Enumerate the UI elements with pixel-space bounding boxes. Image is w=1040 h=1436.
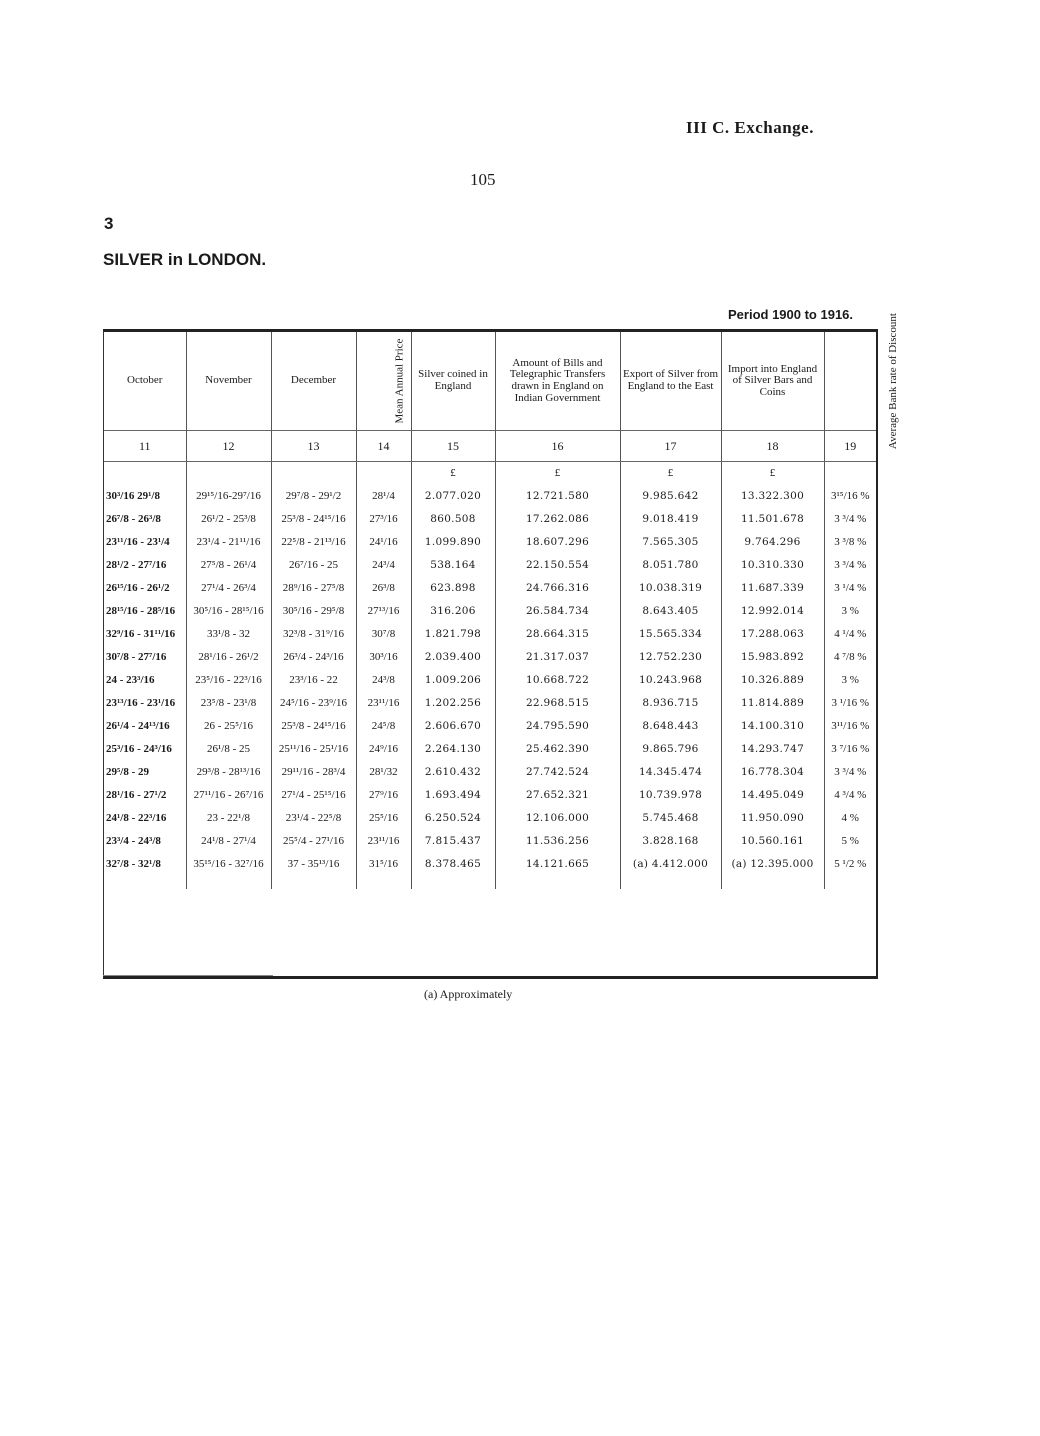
table-cell: 29³/8 - 28¹³/16 xyxy=(186,760,271,783)
table-cell: 24¹/8 - 22³/16 xyxy=(106,811,167,824)
table-cell: 10.243.968 xyxy=(620,668,721,691)
column-number: 11 xyxy=(104,431,186,462)
table-cell: 3.828.168 xyxy=(620,829,721,852)
table-cell: 28¹/16 - 27¹/2 xyxy=(106,788,167,801)
table-cell: 26.584.734 xyxy=(495,599,620,622)
table-row xyxy=(104,484,876,507)
table-cell: 3 ³/4 % xyxy=(824,553,876,576)
table-cell: 28¹/16 - 26¹/2 xyxy=(186,645,271,668)
table-cell: 10.038.319 xyxy=(620,576,721,599)
column-number: 19 xyxy=(824,431,876,462)
table-number: 3 xyxy=(104,214,114,233)
table-cell: 25⁵/4 - 27¹/16 xyxy=(271,829,356,852)
table-cell: 29⁵/8 - 29 xyxy=(106,765,150,778)
table-cell: 23¹¹/16 - 23¹/4 xyxy=(106,535,170,548)
column-number-row xyxy=(104,431,876,462)
table-cell: 25³/16 - 24³/16 xyxy=(106,742,172,755)
table-cell: 24⁹/16 xyxy=(356,737,411,760)
table-cell: 1.821.798 xyxy=(411,622,495,645)
table-row xyxy=(104,806,876,829)
table-cell: 23¹/4 - 22⁵/8 xyxy=(271,806,356,829)
table-cell: 11.536.256 xyxy=(495,829,620,852)
table-cell: 23¹³/16 - 23¹/16 xyxy=(106,696,176,709)
table-cell: 9.018.419 xyxy=(620,507,721,530)
table-cell: 9.764.296 xyxy=(721,530,824,553)
table-cell: 4 % xyxy=(824,806,876,829)
table-cell: 14.121.665 xyxy=(495,852,620,875)
table-row xyxy=(104,622,876,645)
table-cell: 29⁷/8 - 29¹/2 xyxy=(271,484,356,507)
table-cell: 5 % xyxy=(824,829,876,852)
table-cell: 6.250.524 xyxy=(411,806,495,829)
table-cell: 8.643.405 xyxy=(620,599,721,622)
table-cell: 11.501.678 xyxy=(721,507,824,530)
table-cell: 26³/8 xyxy=(356,576,411,599)
table-cell: 24¹/8 - 27¹/4 xyxy=(186,829,271,852)
table-cell: 3 ³/4 % xyxy=(824,507,876,530)
table-cell: 16.778.304 xyxy=(721,760,824,783)
table-cell: 14.100.310 xyxy=(721,714,824,737)
header-mean-price xyxy=(356,332,411,431)
table-cell: 9.865.796 xyxy=(620,737,721,760)
table-cell: 23³/4 - 24³/8 xyxy=(106,834,161,847)
table-cell: 26³/4 - 24³/16 xyxy=(271,645,356,668)
table-row xyxy=(104,507,876,530)
table-cell: 30³/16 xyxy=(356,645,411,668)
table-cell: 26¹/4 - 24¹³/16 xyxy=(106,719,170,732)
table-cell: 14.495.049 xyxy=(721,783,824,806)
column-number: 18 xyxy=(721,431,824,462)
table-cell: 18.607.296 xyxy=(495,530,620,553)
table-cell: 10.739.978 xyxy=(620,783,721,806)
table-cell: 32³/8 - 31⁹/16 xyxy=(271,622,356,645)
table-cell: 860.508 xyxy=(411,507,495,530)
table-body xyxy=(104,431,876,890)
column-number: 12 xyxy=(186,431,271,462)
table-cell: 27.652.321 xyxy=(495,783,620,806)
table-cell: 27⁹/16 xyxy=(356,783,411,806)
spacer-cell xyxy=(104,875,186,889)
table-cell: 7.815.437 xyxy=(411,829,495,852)
table-cell: 1.693.494 xyxy=(411,783,495,806)
header-export-silver: Export of Silver from England to the East xyxy=(620,332,721,431)
column-number: 13 xyxy=(271,431,356,462)
table-cell: 12.752.230 xyxy=(620,645,721,668)
table-cell: 27¹/4 - 25¹⁵/16 xyxy=(271,783,356,806)
table-cell: 28⁹/16 - 27⁵/8 xyxy=(271,576,356,599)
table-cell: 10.310.330 xyxy=(721,553,824,576)
table-cell: 25¹¹/16 - 25¹/16 xyxy=(271,737,356,760)
table-cell: 3 % xyxy=(824,668,876,691)
table-cell: 22.150.554 xyxy=(495,553,620,576)
unit-cell: £ xyxy=(495,462,620,485)
table-cell: 23¹¹/16 xyxy=(356,691,411,714)
unit-row xyxy=(104,462,876,485)
header-mean-price-text: Mean Annual Price xyxy=(392,338,405,424)
spacer-cell xyxy=(186,875,271,889)
table-cell: 27³/16 xyxy=(356,507,411,530)
table-row xyxy=(104,668,876,691)
table-cell: 3 ¹/4 % xyxy=(824,576,876,599)
table-cell: 1.009.206 xyxy=(411,668,495,691)
table-cell: 23⁵/8 - 23¹/8 xyxy=(186,691,271,714)
table-cell: 17.288.063 xyxy=(721,622,824,645)
table-spacer-row xyxy=(104,875,876,889)
table-row xyxy=(104,852,876,875)
table-cell: 24⁵/16 - 23⁹/16 xyxy=(271,691,356,714)
table-cell: 24¹/16 xyxy=(356,530,411,553)
table-cell: 14.293.747 xyxy=(721,737,824,760)
table-cell: 25⁵/16 xyxy=(356,806,411,829)
period-label: Period 1900 to 1916. xyxy=(728,307,854,322)
table-cell: 8.051.780 xyxy=(620,553,721,576)
spacer-cell xyxy=(271,875,356,889)
table-cell: 27⁵/8 - 26¹/4 xyxy=(186,553,271,576)
table-cell: 3¹¹/16 % xyxy=(824,714,876,737)
table-cell: 28.664.315 xyxy=(495,622,620,645)
table-cell: 316.206 xyxy=(411,599,495,622)
table-cell: 2.610.432 xyxy=(411,760,495,783)
table-cell: 24⁵/8 xyxy=(356,714,411,737)
table-cell: 30⁷/8 xyxy=(356,622,411,645)
table-cell: 37 - 35¹³/16 xyxy=(271,852,356,875)
table-cell: 8.648.443 xyxy=(620,714,721,737)
unit-cell xyxy=(824,462,876,485)
table-cell: 26⁷/16 - 25 xyxy=(271,553,356,576)
header-october: October xyxy=(127,374,163,387)
table-cell: 15.983.892 xyxy=(721,645,824,668)
table-cell: 24³/8 xyxy=(356,668,411,691)
table-cell: 12.992.014 xyxy=(721,599,824,622)
table-cell: 26¹/2 - 25³/8 xyxy=(186,507,271,530)
table-cell: 21.317.037 xyxy=(495,645,620,668)
table-cell: 25.462.390 xyxy=(495,737,620,760)
unit-cell: £ xyxy=(721,462,824,485)
table-cell: 11.814.889 xyxy=(721,691,824,714)
spacer-cell xyxy=(824,875,876,889)
table-cell: 13.322.300 xyxy=(721,484,824,507)
table-cell: 28¹/32 xyxy=(356,760,411,783)
table-cell: 25³/8 - 24¹⁵/16 xyxy=(271,714,356,737)
unit-cell: £ xyxy=(411,462,495,485)
column-number: 16 xyxy=(495,431,620,462)
table-cell: 24 - 23³/16 xyxy=(106,673,155,686)
table-cell: 31⁵/16 xyxy=(356,852,411,875)
table-cell: 23 - 22¹/8 xyxy=(186,806,271,829)
table-cell: 9.985.642 xyxy=(620,484,721,507)
footnote-divider xyxy=(103,975,273,976)
table-cell: 10.326.889 xyxy=(721,668,824,691)
table-cell: 26⁷/8 - 26³/8 xyxy=(106,512,161,525)
column-number: 14 xyxy=(356,431,411,462)
table-cell: 33¹/8 - 32 xyxy=(186,622,271,645)
table-row xyxy=(104,829,876,852)
table-cell: 5 ¹/2 % xyxy=(824,852,876,875)
section-label: III C. Exchange. xyxy=(686,118,814,137)
table-row xyxy=(104,760,876,783)
table-cell: 14.345.474 xyxy=(620,760,721,783)
table-cell: 4 ¹/4 % xyxy=(824,622,876,645)
table-cell: 3¹⁵/16 % xyxy=(824,484,876,507)
table-cell: 24.795.590 xyxy=(495,714,620,737)
table-cell: 28¹/4 xyxy=(356,484,411,507)
table-cell: 27¹/4 - 26³/4 xyxy=(186,576,271,599)
table-cell: 22.968.515 xyxy=(495,691,620,714)
table-cell: 30³/16 29¹/8 xyxy=(106,489,160,502)
table-cell: 3 ¹/16 % xyxy=(824,691,876,714)
table-cell: 7.565.305 xyxy=(620,530,721,553)
spacer-cell xyxy=(620,875,721,889)
table-cell: 26¹/8 - 25 xyxy=(186,737,271,760)
table-cell: 30⁷/8 - 27⁷/16 xyxy=(106,650,167,663)
table-cell: 30⁵/16 - 28¹⁵/16 xyxy=(186,599,271,622)
column-number: 15 xyxy=(411,431,495,462)
header-bank-rate-text: Average Bank rate of Discount xyxy=(886,312,899,449)
footnote: (a) Approximately xyxy=(424,987,513,1001)
table-cell: 32⁹/16 - 31¹¹/16 xyxy=(106,627,176,640)
table-cell: 29¹¹/16 - 28³/4 xyxy=(271,760,356,783)
header-row xyxy=(104,332,876,431)
unit-cell xyxy=(271,462,356,485)
table-cell: 11.687.339 xyxy=(721,576,824,599)
table-cell: 538.164 xyxy=(411,553,495,576)
table-row xyxy=(104,645,876,668)
table-cell: 623.898 xyxy=(411,576,495,599)
header-november: November xyxy=(186,332,271,431)
spacer-cell xyxy=(721,875,824,889)
header-bills-transfers: Amount of Bills and Telegraphic Transfers drawn in England on Indian Government xyxy=(495,332,620,431)
unit-cell xyxy=(356,462,411,485)
table-cell: 12.721.580 xyxy=(495,484,620,507)
table-cell: 12.106.000 xyxy=(495,806,620,829)
table-cell: 3 ³/4 % xyxy=(824,760,876,783)
unit-cell xyxy=(104,462,186,485)
table-cell: 2.039.400 xyxy=(411,645,495,668)
unit-cell xyxy=(186,462,271,485)
table-row xyxy=(104,576,876,599)
table-cell: 10.560.161 xyxy=(721,829,824,852)
table-cell: 25³/8 - 24¹⁵/16 xyxy=(271,507,356,530)
table-cell: 24.766.316 xyxy=(495,576,620,599)
table-cell: 2.264.130 xyxy=(411,737,495,760)
table-cell: (a) 12.395.000 xyxy=(721,852,824,875)
table-cell: 23¹/4 - 21¹¹/16 xyxy=(186,530,271,553)
table-cell: 23¹¹/16 xyxy=(356,829,411,852)
table-cell: 11.950.090 xyxy=(721,806,824,829)
table-cell: 26 - 25⁵/16 xyxy=(186,714,271,737)
table-cell: 32⁷/8 - 32¹/8 xyxy=(106,857,161,870)
table-cell: 28¹/2 - 27⁷/16 xyxy=(106,558,167,571)
table-cell: 2.606.670 xyxy=(411,714,495,737)
table-row xyxy=(104,553,876,576)
column-number: 17 xyxy=(620,431,721,462)
table-cell: 29¹⁵/16-29⁷/16 xyxy=(186,484,271,507)
table-row xyxy=(104,783,876,806)
table-cell: 28¹⁵/16 - 28⁵/16 xyxy=(106,604,176,617)
table-cell: 5.745.468 xyxy=(620,806,721,829)
table-row xyxy=(104,599,876,622)
table-cell: 17.262.086 xyxy=(495,507,620,530)
table-cell: 23⁵/16 - 22³/16 xyxy=(186,668,271,691)
header-silver-coined: Silver coined in England xyxy=(411,332,495,431)
table-row xyxy=(104,737,876,760)
table-cell: 3 ⁷/16 % xyxy=(824,737,876,760)
unit-cell: £ xyxy=(620,462,721,485)
table-cell: 1.099.890 xyxy=(411,530,495,553)
header-december: December xyxy=(271,332,356,431)
table-row xyxy=(104,714,876,737)
table-cell: 27¹³/16 xyxy=(356,599,411,622)
table-cell: 22⁵/8 - 21¹³/16 xyxy=(271,530,356,553)
table-cell: 15.565.334 xyxy=(620,622,721,645)
spacer-cell xyxy=(411,875,495,889)
table-cell: 4 ⁷/8 % xyxy=(824,645,876,668)
table-cell: 27.742.524 xyxy=(495,760,620,783)
table-row xyxy=(104,691,876,714)
table-row xyxy=(104,530,876,553)
table-cell: 8.936.715 xyxy=(620,691,721,714)
table-cell: 2.077.020 xyxy=(411,484,495,507)
page-number: 105 xyxy=(470,170,496,189)
spacer-cell xyxy=(495,875,620,889)
table-cell: 10.668.722 xyxy=(495,668,620,691)
table-cell: 8.378.465 xyxy=(411,852,495,875)
spacer-cell xyxy=(356,875,411,889)
table-cell: (a) 4.412.000 xyxy=(620,852,721,875)
table-cell: 27¹¹/16 - 26⁷/16 xyxy=(186,783,271,806)
table-cell: 1.202.256 xyxy=(411,691,495,714)
table-cell: 26¹⁵/16 - 26¹/2 xyxy=(106,581,170,594)
header-import-silver: Import into England of Silver Bars and Coins xyxy=(721,332,824,431)
table-cell: 3 % xyxy=(824,599,876,622)
table-cell: 30⁵/16 - 29⁵/8 xyxy=(271,599,356,622)
page-title: SILVER in LONDON. xyxy=(103,250,267,269)
table-cell: 35¹⁵/16 - 32⁷/16 xyxy=(186,852,271,875)
table-cell: 24³/4 xyxy=(356,553,411,576)
table-cell: 3 ³/8 % xyxy=(824,530,876,553)
table-cell: 4 ³/4 % xyxy=(824,783,876,806)
table-cell: 23³/16 - 22 xyxy=(271,668,356,691)
